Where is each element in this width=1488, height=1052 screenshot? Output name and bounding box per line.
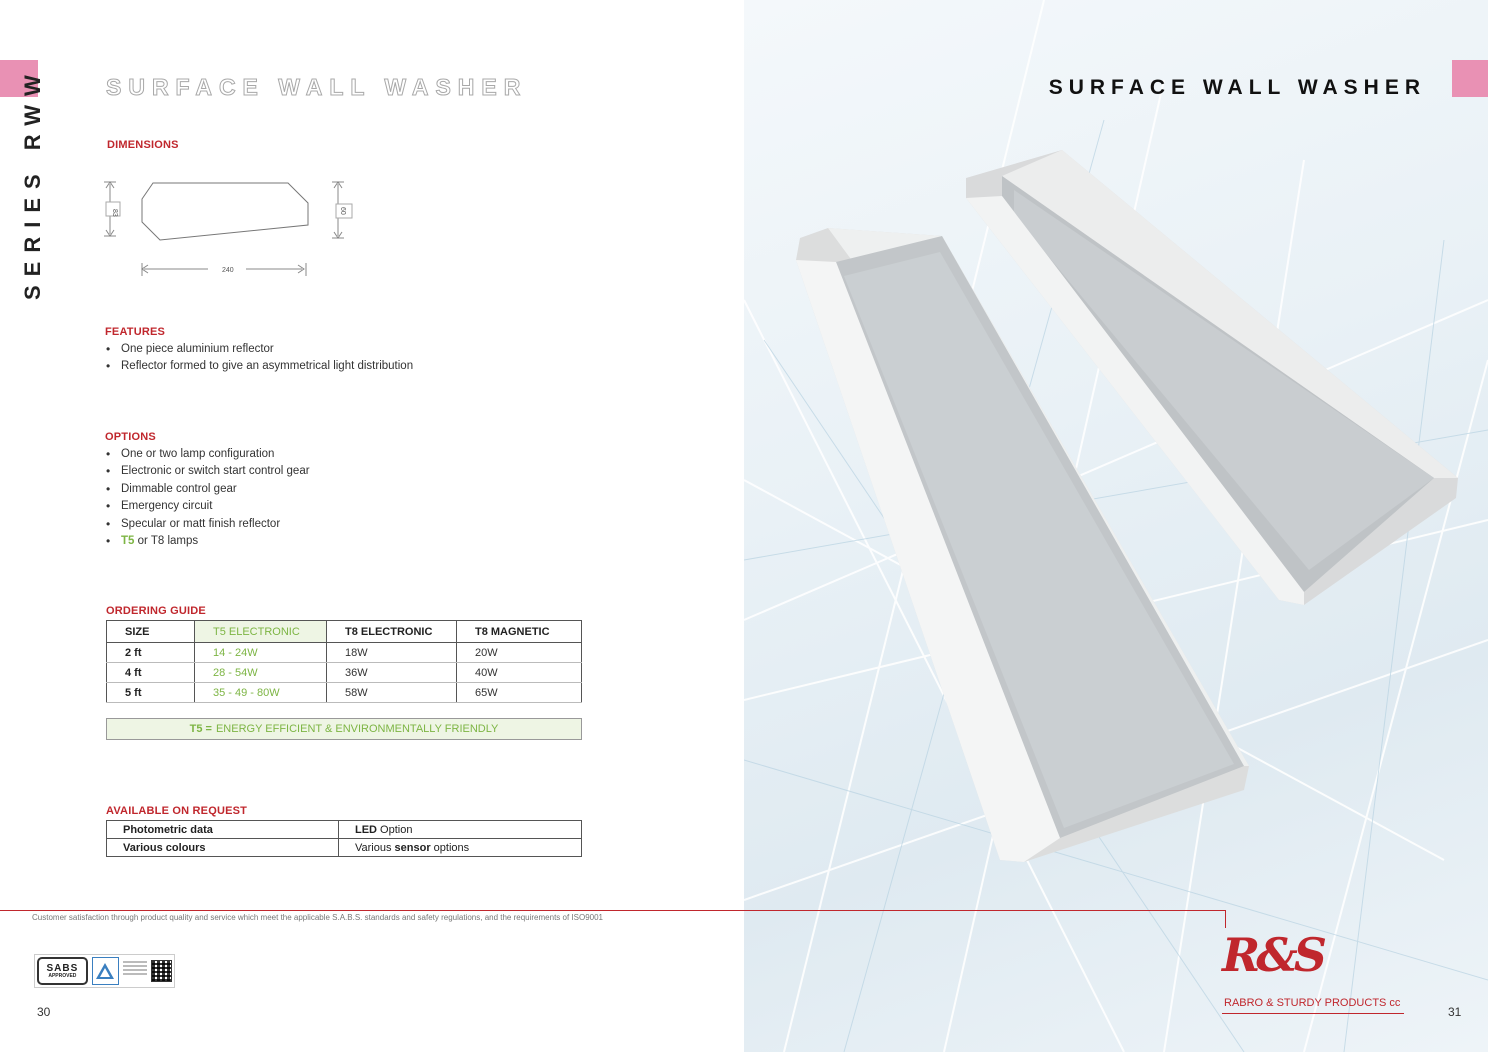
list-item: • Reflector formed to give an asymmetrical light distribution (106, 359, 414, 374)
list-item: • Dimmable control gear (106, 481, 237, 496)
ordering-guide-heading: ORDERING GUIDE (106, 605, 206, 617)
page-title-outline: SURFACE WALL WASHER (106, 74, 528, 100)
table-row: Various colours Various sensor options (107, 839, 582, 857)
list-item: • One piece aluminium reflector (106, 341, 274, 356)
list-item: • One or two lamp configuration (106, 446, 275, 461)
series-label: SERIES RWW (20, 66, 45, 300)
list-item: • Specular or matt finish reflector (106, 516, 281, 531)
table-row: 5 ft 35 - 49 - 80W 58W 65W (107, 683, 582, 703)
page-number-left: 30 (37, 1005, 51, 1019)
features-list (106, 340, 413, 375)
qr-code-icon (151, 960, 172, 982)
dimension-height-right: 60 (339, 207, 346, 215)
dimension-width: 240 (222, 267, 234, 274)
options-list (106, 445, 310, 550)
pink-tab-right (1452, 60, 1488, 97)
page-number-right: 31 (1448, 1005, 1462, 1019)
table-row: 2 ft 14 - 24W 18W 20W (107, 643, 582, 663)
list-item: • T5 or T8 lamps (106, 534, 199, 549)
footer-divider-tick (1225, 910, 1226, 928)
column-header: SIZE (107, 621, 195, 643)
available-on-request-table (106, 820, 582, 857)
dimension-height-left: 83 (111, 209, 118, 217)
energy-note: T5 = ENERGY EFFICIENT & ENVIRONMENTALLY FRIENDLY (106, 718, 582, 740)
sabs-badge: SABS APPROVED (37, 957, 88, 985)
features-heading: FEATURES (105, 326, 166, 338)
options-heading: OPTIONS (105, 431, 156, 443)
page-title: SURFACE WALL WASHER (1048, 76, 1426, 99)
list-item: • Emergency circuit (106, 499, 213, 514)
column-header: T8 ELECTRONIC (327, 621, 457, 643)
dimensions-heading: DIMENSIONS (107, 139, 179, 151)
column-header: T8 MAGNETIC (457, 621, 582, 643)
column-header: T5 ELECTRONIC (195, 621, 327, 643)
table-header-row (107, 621, 582, 643)
table-row: Photometric data LED Option (107, 821, 582, 839)
certification-text (123, 961, 146, 981)
table-row: 4 ft 28 - 54W 36W 40W (107, 663, 582, 683)
ordering-guide-table (106, 620, 582, 703)
company-name: RABRO & STURDY PRODUCTS cc (1224, 997, 1401, 1009)
footer-divider (0, 910, 1226, 911)
company-logo: R&S (1222, 928, 1323, 982)
company-underline (1222, 1013, 1404, 1014)
right-page (744, 0, 1488, 1052)
footer-statement: Customer satisfaction through product quality and service which meet the applicable S.A.B.S. standards and safety regulations, and the requirements of ISO9001 (32, 913, 603, 922)
background-lines (744, 0, 1488, 1052)
list-item: • Electronic or switch start control gear (106, 464, 310, 479)
certification-badges (34, 954, 175, 988)
certification-logo (92, 957, 119, 985)
available-on-request-heading: AVAILABLE ON REQUEST (106, 805, 248, 817)
dimension-drawing (98, 172, 368, 282)
